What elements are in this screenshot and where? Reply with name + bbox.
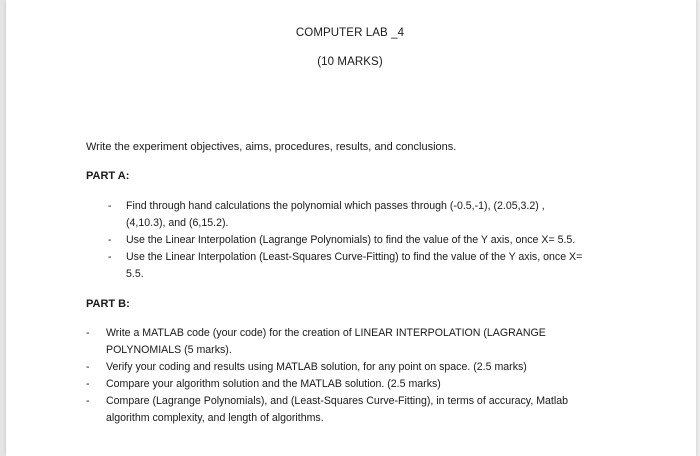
document-marks: (10 MARKS) bbox=[317, 56, 383, 68]
list-item-line: (4,10.3), and (6,15.2). bbox=[126, 217, 229, 229]
list-item bbox=[86, 325, 646, 359]
list-item-line: algorithm complexity, and length of algorithms. bbox=[106, 412, 324, 424]
part-b-heading: PART B: bbox=[86, 298, 130, 310]
list-item bbox=[108, 198, 628, 232]
bullet: - bbox=[86, 378, 90, 390]
bullet: - bbox=[108, 234, 112, 246]
part-a-list bbox=[108, 198, 628, 283]
list-item bbox=[108, 249, 628, 283]
part-a-heading: PART A: bbox=[86, 170, 130, 182]
bullet: - bbox=[108, 200, 112, 212]
bullet: - bbox=[108, 251, 112, 263]
list-item bbox=[86, 393, 646, 427]
list-item-line: Use the Linear Interpolation (Lagrange Polynomials) to find the value of the Y axis, once X= 5.5. bbox=[126, 234, 576, 246]
instructions-text: Write the experiment objectives, aims, procedures, results, and conclusions. bbox=[86, 141, 457, 153]
list-item-line: 5.5. bbox=[126, 268, 144, 280]
list-item-line: Use the Linear Interpolation (Least-Squares Curve-Fitting) to find the value of the Y axis, once X= bbox=[126, 251, 583, 263]
list-item-line: Verify your coding and results using MATLAB solution, for any point on space. (2.5 marks) bbox=[106, 361, 527, 373]
list-item-line: Compare (Lagrange Polynomials), and (Least-Squares Curve-Fitting), in terms of accuracy, Matlab bbox=[106, 395, 569, 407]
list-item bbox=[86, 376, 646, 393]
list-item-line: Write a MATLAB code (your code) for the creation of LINEAR INTERPOLATION (LAGRANGE bbox=[106, 327, 546, 339]
list-item-line: Find through hand calculations the polynomial which passes through (-0.5,-1), (2.05,3.2) , bbox=[126, 200, 545, 212]
list-item-line: POLYNOMIALS (5 marks). bbox=[106, 344, 232, 356]
bullet: - bbox=[86, 327, 90, 339]
list-item-line: Compare your algorithm solution and the MATLAB solution. (2.5 marks) bbox=[106, 378, 441, 390]
list-item bbox=[86, 359, 646, 376]
part-b-list bbox=[86, 325, 646, 427]
bullet: - bbox=[86, 395, 90, 407]
bullet: - bbox=[86, 361, 90, 373]
list-item bbox=[108, 232, 628, 249]
document-title: COMPUTER LAB _4 bbox=[295, 27, 405, 39]
